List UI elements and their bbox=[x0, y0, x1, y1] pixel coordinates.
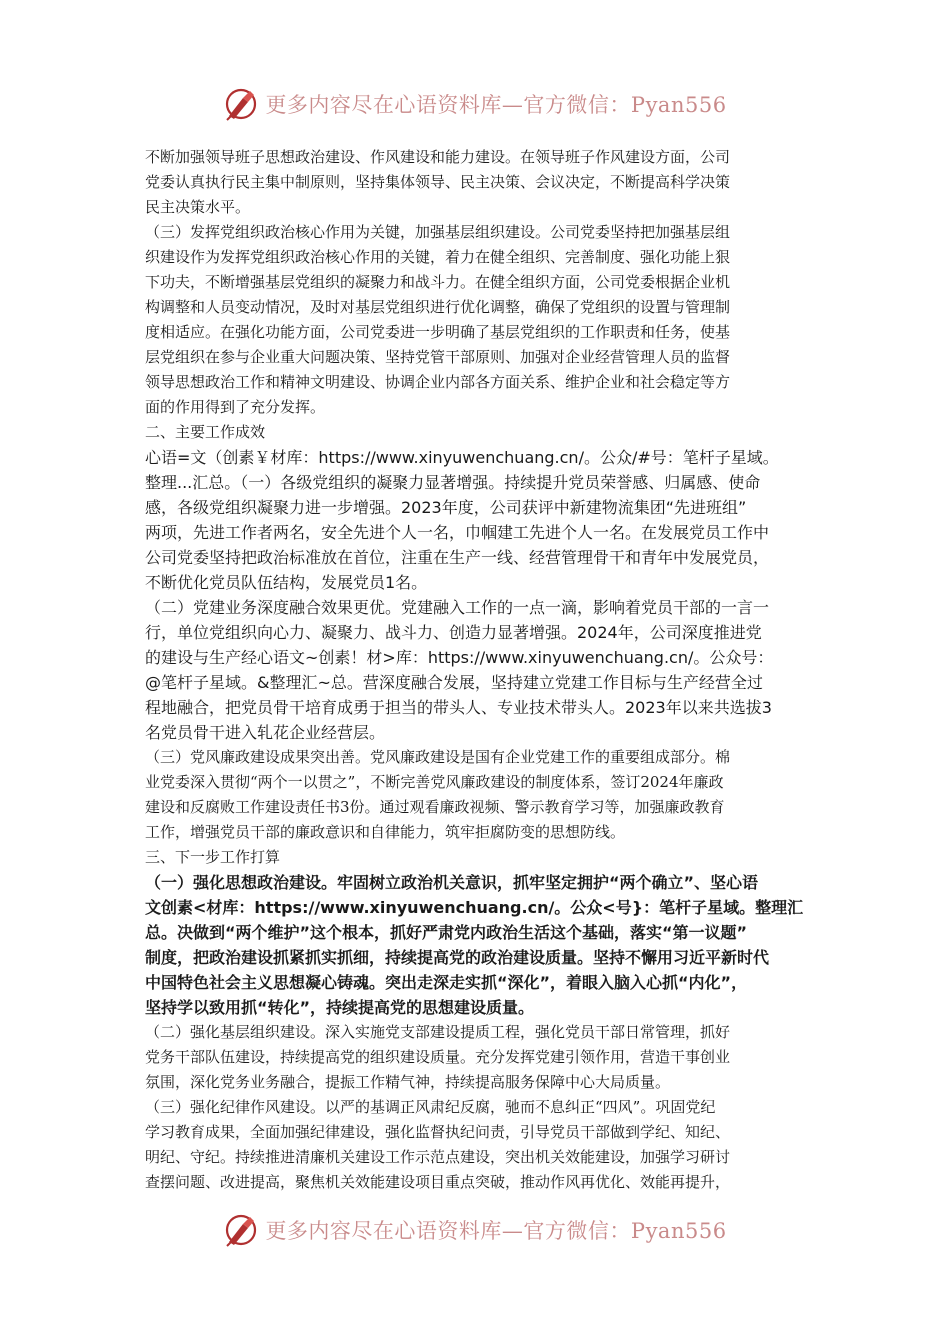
paragraph-grassroots-organization: （三）发挥党组织政治核心作用为关键，加强基层组织建设。公司党委坚持把加强基层组 织建设作为发挥党组织政治核心作用的关键，着力在健全组织、完善制度、强化功能上狠 下功夫，不断增强基层党组织的凝聚力和战斗力。在健全组织方面，公司党委根据企业机 构调整和人员变动情况，及时对基层党组织进行优化调整，确保了党组织的设置与管理制 度相适应。在强化功能方面，公司党委进一步明确了基层党组织的工作职责和任务，使基 层党组织在参与企业重大问题决策、坚持党管干部原则、加强对企业经营管理人员的监督 领导思想政治工作和精神文明建设、协调企业内部各方面关系、维护企业和社会稳定等方 面的作用得到了充分发挥。 bbox=[145, 223, 731, 416]
heading-main-achievements: 二、主要工作成效 bbox=[145, 423, 266, 441]
header-banner bbox=[0, 82, 950, 126]
paragraph-leadership-building: 不断加强领导班子思想政治建设、作风建设和能力建设。在领导班子作风建设方面，公司 党委认真执行民主集中制原则，坚持集体领导、民主决策、会议决定，不断提高科学决策 民主决策水平。 bbox=[145, 148, 731, 216]
footer-banner bbox=[0, 1208, 950, 1252]
paragraph-basic-organization: （二）强化基层组织建设。深入实施党支部建设提质工程，强化党员干部日常管理，抓好 党务干部队伍建设，持续提高党的组织建设质量。充分发挥党建引领作用，营造干事创业 氛围，深化党务业务融合，提振工作精气神，持续提高服务保障中心大局质量。 bbox=[145, 1023, 731, 1091]
paragraph-integrity: （三）党风廉政建设成果突出善。党风廉政建设是国有企业党建工作的重要组成部分。棉 业党委深入贯彻“两个一以贯之”，不断完善党风廉政建设的制度体系，签订2024年廉政 建设和反腐败工作建设责任书3份。通过观看廉政视频、警示教育学习等，加强廉政教育 工作，增强党员干部的廉政意识和自律能力，筑牢拒腐防变的思想防线。 bbox=[145, 748, 731, 841]
pen-logo-icon bbox=[223, 1212, 259, 1248]
heading-next-steps: 三、下一步工作打算 bbox=[145, 848, 281, 866]
paragraph-integration: （二）党建业务深度融合效果更优。党建融入工作的一点一滴，影响着党员干部的一言一 行，单位党组织向心力、凝聚力、战斗力、创造力显著增强。2024年，公司深度推进党 的建设与生产经心语文~创素！材>库：https://www.xinyuwenchuang.cn/。公众号： @笔杆子星域。&整理汇~总。营深度融合发展，坚持建立党建工作目标与生产经营全过 程地融合，把党员骨干培育成勇于担当的带头人、专业技术带头人。2023年以来共选拔3 名党员骨干进入轧花企业经营层。 bbox=[145, 598, 774, 742]
pen-logo-icon bbox=[223, 86, 259, 122]
paragraph-cohesion: 心语=文（创素￥材库：https://www.xinyuwenchuang.cn/。公众/#号：笔杆子星域。 整理...汇总。（一）各级党组织的凝聚力显著增强。持续提升党员荣誉感、归属感、使命 感，各级党组织凝聚力进一步增强。2023年度，公司获评中新建物流集团“先进班组” 两项，先进工作者两名，安全先进个人一名，巾帼建工先进个人一名。在发展党员工作中 公司党委坚持把政治标准放在首位，注重在生产一线、经营管理骨干和青年中发展党员， 不断优化党员队伍结构，发展党员1名。 bbox=[145, 448, 779, 592]
paragraph-political-building: （一）强化思想政治建设。牢固树立政治机关意识，抓牢坚定拥护“两个确立”、坚心语 文创素<材库：https://www.xinyuwenchuang.cn/。公众<号}：笔杆子星域。整理汇 总。决做到“两个维护”这个根本，抓好严肃党内政治生活这个基础，落实“第一议题” 制度，把政治建设抓紧抓实抓细，持续提高党的政治建设质量。坚持不懈用习近平新时代 中国特色社会主义思想凝心铸魂。突出走深走实抓“深化”，着眼入脑入心抓“内化”， 坚持学以致用抓“转化”，持续提高党的思想建设质量。 bbox=[145, 873, 804, 1017]
header-banner-text: 更多内容尽在心语资料库—官方微信：Pyan556 bbox=[265, 93, 727, 117]
document-body bbox=[145, 145, 815, 1195]
paragraph-discipline: （三）强化纪律作风建设。以严的基调正风肃纪反腐，驰而不息纠正“四风”。巩固党纪 学习教育成果，全面加强纪律建设，强化监督执纪问责，引导党员干部做到学纪、知纪、 明纪、守纪。持续推进清廉机关建设工作示范点建设，突出机关效能建设，加强学习研讨 查摆问题、改进提高，聚焦机关效能建设项目重点突破，推动作风再优化、效能再提升， bbox=[145, 1098, 731, 1191]
footer-banner-text: 更多内容尽在心语资料库—官方微信：Pyan556 bbox=[265, 1219, 727, 1243]
